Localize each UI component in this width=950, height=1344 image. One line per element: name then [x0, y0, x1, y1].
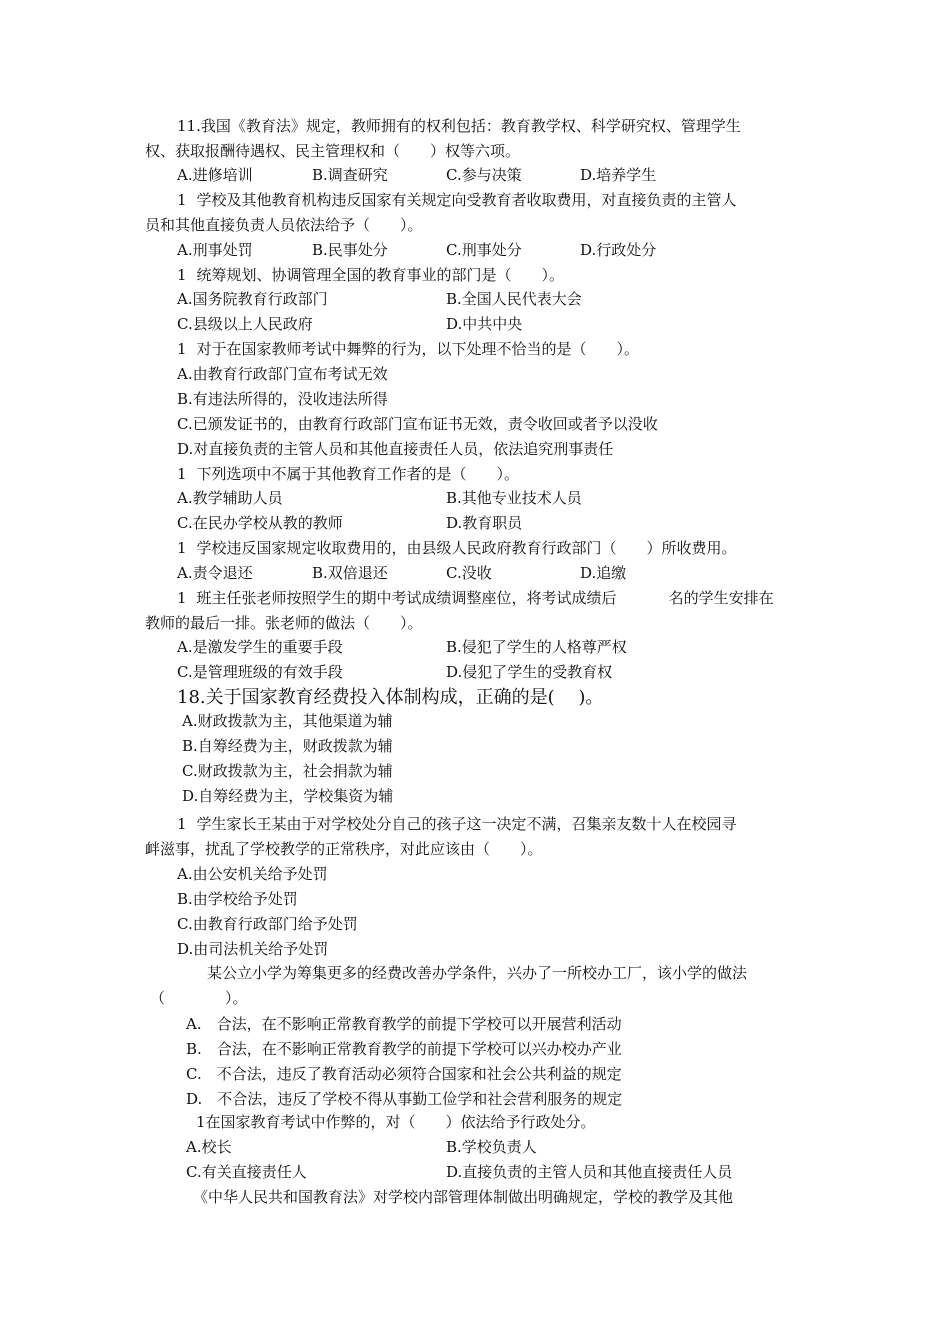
q14-option-d: D.对直接负责的主管人员和其他直接责任人员，依法追究刑事责任	[177, 440, 614, 458]
q15-option-c: C.在民办学校从教的教师	[177, 514, 343, 532]
q18-option-b: B.自筹经费为主，财政拨款为辅	[182, 737, 393, 755]
q21-option-b: B.学校负责人	[446, 1138, 537, 1156]
q11-option-c: C.参与决策	[446, 166, 522, 184]
q15-option-d: D.教育职员	[446, 514, 523, 532]
q16-option-d: D.追缴	[580, 564, 627, 582]
question-number: 1	[196, 1113, 206, 1131]
q13-option-c: C.县级以上人民政府	[177, 315, 313, 333]
question-number: 1	[177, 266, 187, 284]
question-15-line-1	[177, 464, 519, 484]
question-12-line-1	[177, 190, 737, 210]
q16-option-b: B.双倍退还	[312, 564, 388, 582]
question-22-line-1: 《中华人民共和国教育法》对学校内部管理体制做出明确规定，学校的教学及其他	[193, 1188, 734, 1206]
question-number: 1	[177, 815, 187, 833]
q14-option-b: B.有违法所得的，没收违法所得	[177, 390, 388, 408]
q14-option-a: A.由教育行政部门宣布考试无效	[177, 365, 388, 383]
q21-option-a: A.校长	[186, 1138, 232, 1156]
q21-option-c: C.有关直接责任人	[186, 1163, 307, 1181]
q20-option-a: A. 合法，在不影响正常教育教学的前提下学校可以开展营利活动	[186, 1015, 622, 1033]
question-17-line-1	[177, 588, 774, 608]
q15-option-b: B.其他专业技术人员	[446, 489, 582, 507]
q11-option-a: A.进修培训	[177, 166, 253, 184]
question-14-line-1	[177, 339, 639, 359]
q17-option-c: C.是管理班级的有效手段	[177, 663, 343, 681]
q18-option-a: A.财政拨款为主，其他渠道为辅	[182, 712, 393, 730]
q16-option-c: C.没收	[446, 564, 492, 582]
q18-option-c: C.财政拨款为主，社会捐款为辅	[182, 762, 393, 780]
question-20-line-2: （ ）。	[150, 989, 248, 1007]
q21-option-d: D.直接负责的主管人员和其他直接责任人员	[446, 1163, 733, 1181]
question-19-line-1	[177, 814, 737, 834]
q18-option-d: D.自筹经费为主，学校集资为辅	[182, 787, 394, 805]
question-text: 下列选项中不属于其他教育工作者的是（ ）。	[196, 465, 520, 483]
q14-option-c: C.已颁发证书的，由教育行政部门宣布证书无效，责令收回或者予以没收	[177, 415, 658, 433]
q15-option-a: A.教学辅助人员	[177, 489, 283, 507]
q17-option-a: A.是激发学生的重要手段	[177, 638, 343, 656]
q19-option-b: B.由学校给予处罚	[177, 890, 298, 908]
question-number: 1	[177, 191, 187, 209]
q19-option-a: A.由公安机关给予处罚	[177, 865, 328, 883]
question-text: 名的学生安排在	[668, 589, 774, 607]
question-19-line-2: 衅滋事，扰乱了学校教学的正常秩序，对此应该由（ ）。	[145, 840, 543, 858]
q12-option-b: B.民事处分	[312, 241, 388, 259]
question-13-line-1	[177, 265, 564, 285]
question-text: 对于在国家教师考试中舞弊的行为，以下处理不恰当的是（ ）。	[196, 340, 640, 358]
question-text: 统筹规划、协调管理全国的教育事业的部门是（ ）。	[196, 266, 565, 284]
question-12-line-2: 员和其他直接负责人员依法给予（ ）。	[145, 216, 423, 234]
q16-option-a: A.责令退还	[177, 564, 253, 582]
question-17-line-2: 教师的最后一排。张老师的做法（ ）。	[145, 614, 423, 632]
question-text: 学生家长王某由于对学校处分自己的孩子这一决定不满，召集亲友数十人在校园寻	[196, 815, 737, 833]
q12-option-d: D.行政处分	[580, 241, 657, 259]
question-21-line-1	[196, 1112, 596, 1132]
question-text: 在国家教育考试中作弊的，对（ ）依法给予行政处分。	[205, 1113, 596, 1131]
q17-option-d: D.侵犯了学生的受教育权	[446, 663, 613, 681]
q13-option-a: A.国务院教育行政部门	[177, 290, 328, 308]
question-20-line-1: 某公立小学为筹集更多的经费改善办学条件，兴办了一所校办工厂，该小学的做法	[207, 964, 748, 982]
q20-option-c: C. 不合法，违反了教育活动必须符合国家和社会公共利益的规定	[186, 1065, 622, 1083]
question-number: 1	[177, 539, 187, 557]
q19-option-c: C.由教育行政部门给予处罚	[177, 915, 358, 933]
question-11-line-2: 权、获取报酬待遇权、民主管理权和（ ）权等六项。	[145, 142, 521, 160]
question-text: 学校及其他教育机构违反国家有关规定向受教育者收取费用，对直接负责的主管人	[196, 191, 737, 209]
question-16-line-1	[177, 538, 737, 558]
question-text: 学校违反国家规定收取费用的，由县级人民政府教育行政部门（ ）所收费用。	[196, 539, 737, 557]
q13-option-b: B.全国人民代表大会	[446, 290, 582, 308]
question-number: 1	[177, 340, 187, 358]
q11-option-d: D.培养学生	[580, 166, 657, 184]
question-18-line-1: 18.关于国家教育经费投入体制构成，正确的是( )。	[177, 687, 604, 708]
q12-option-c: C.刑事处分	[446, 241, 522, 259]
q11-option-b: B.调查研究	[312, 166, 388, 184]
q20-option-b: B. 合法，在不影响正常教育教学的前提下学校可以兴办校办产业	[186, 1040, 622, 1058]
question-11-line-1: 11.我国《教育法》规定，教师拥有的权利包括：教育教学权、科学研究权、管理学生	[177, 117, 741, 135]
q12-option-a: A.刑事处罚	[177, 241, 253, 259]
question-number: 1	[177, 589, 187, 607]
q13-option-d: D.中共中央	[446, 315, 523, 333]
question-text: 班主任张老师按照学生的期中考试成绩调整座位，将考试成绩后	[196, 589, 617, 607]
question-number: 1	[177, 465, 187, 483]
q20-option-d: D. 不合法，违反了学校不得从事勤工俭学和社会营利服务的规定	[186, 1090, 623, 1108]
q19-option-d: D.由司法机关给予处罚	[177, 940, 329, 958]
q17-option-b: B.侵犯了学生的人格尊严权	[446, 638, 627, 656]
